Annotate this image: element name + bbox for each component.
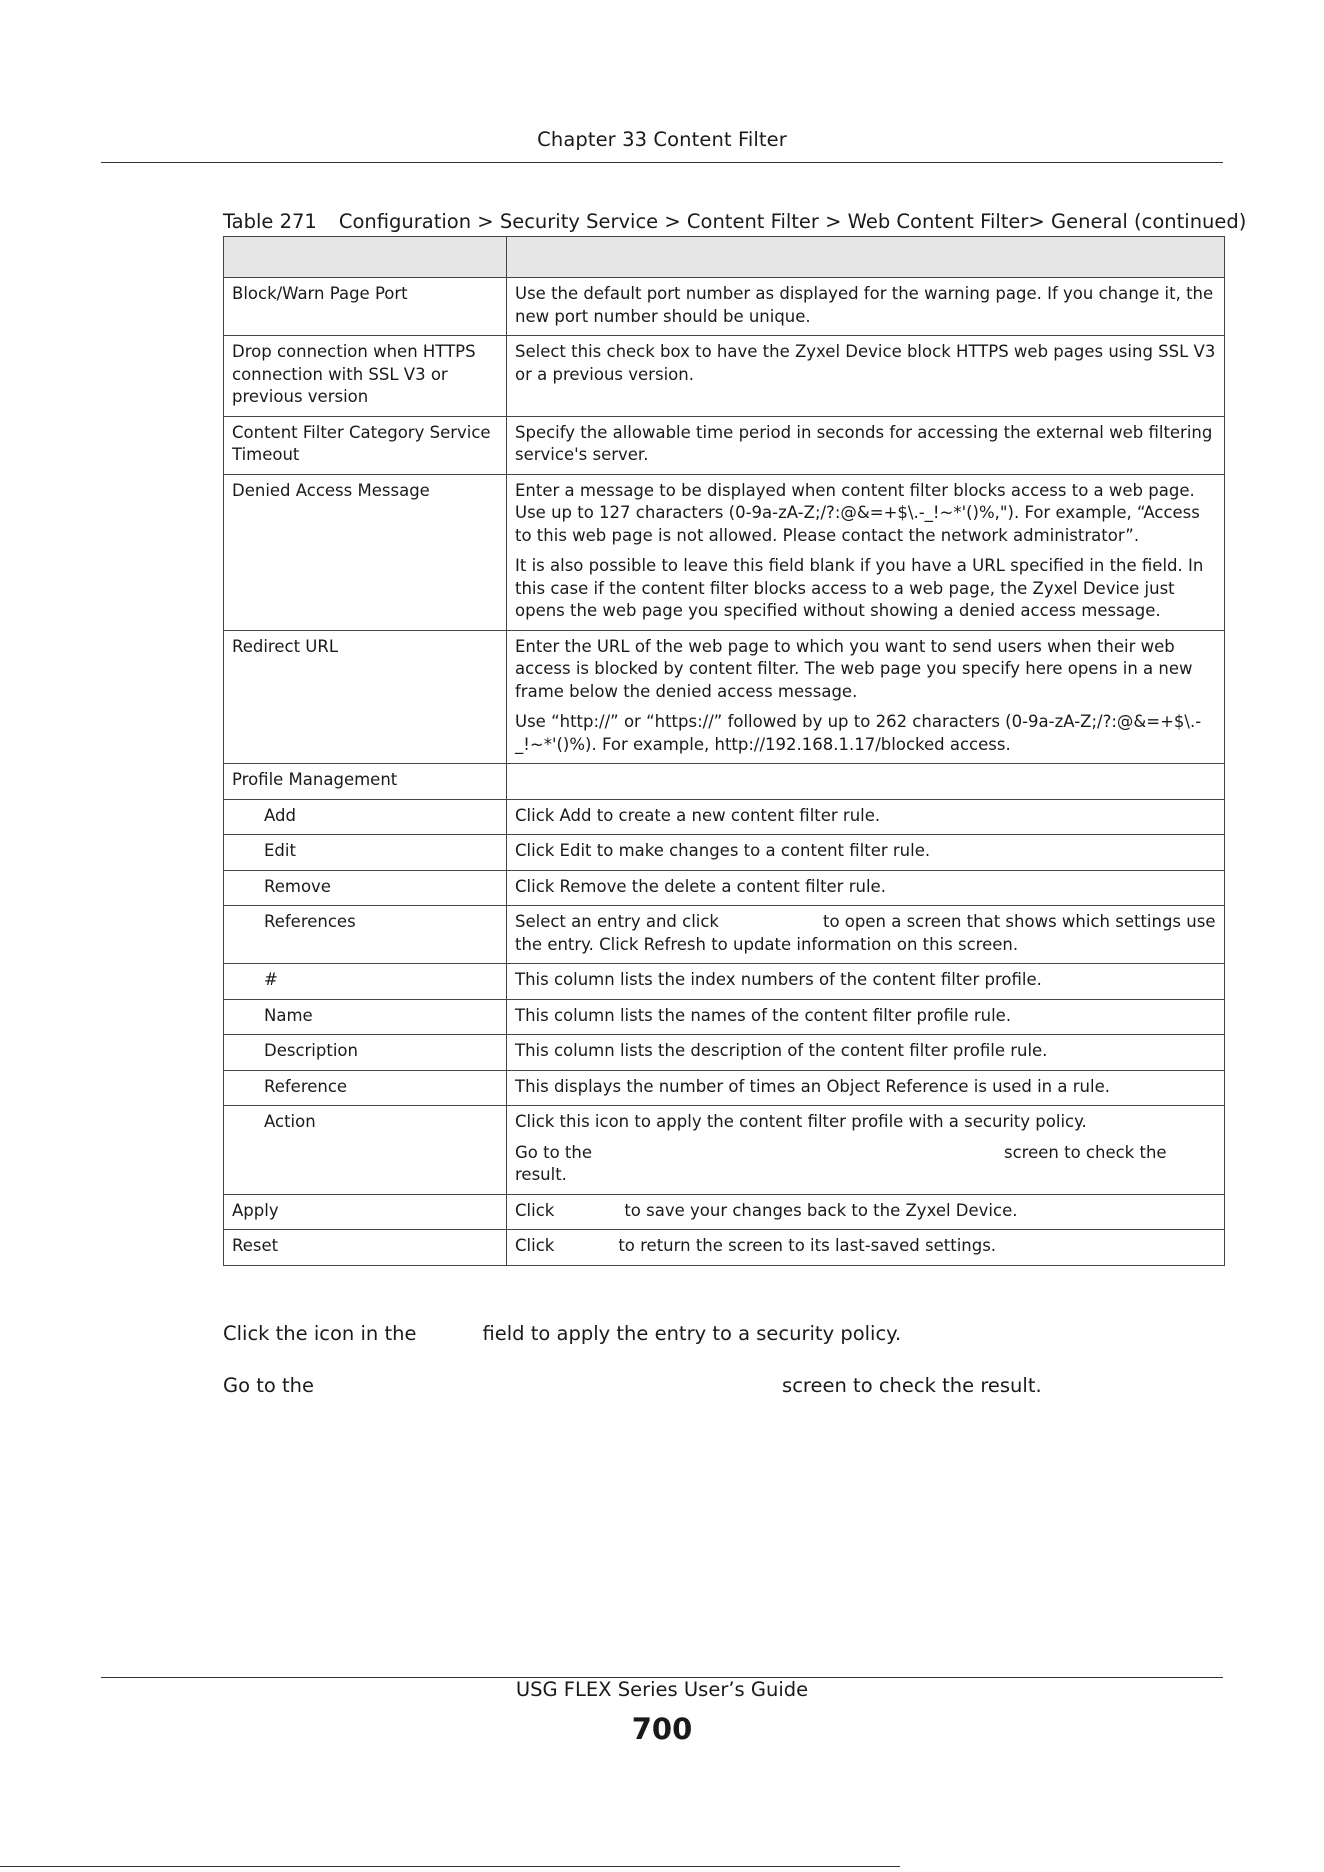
row-description-note: Use “http://” or “https://” followed by up to 262 characters (0-9a-zA-Z;/?:@&=+$\.-_!~*'()%). For example, http://192.168.1.17/blocked access. [515,712,1202,754]
table-row [224,870,1225,906]
table-row [224,630,1225,764]
table-header-row [224,237,1225,278]
body-paragraph [223,1374,1042,1397]
row-label: Name [224,999,507,1035]
row-label: Content Filter Category Service Timeout [224,416,507,474]
table-header-label [224,237,507,278]
row-description-text: Click [515,1236,555,1255]
table-caption-text: Configuration > Security Service > Content Filter > Web Content Filter> General (continued) [338,210,1247,233]
chapter-title: Chapter 33 Content Filter [537,128,787,151]
table-row [224,835,1225,871]
table-header-description [507,237,1225,278]
row-label: Add [224,799,507,835]
table-row [224,1230,1225,1266]
table-row [224,1194,1225,1230]
row-description [507,906,1225,964]
row-label: Remove [224,870,507,906]
row-description-text: screen to check the result. [515,1142,1167,1184]
row-description [507,1230,1225,1266]
row-description-text: to return the screen to its last-saved settings. [618,1236,997,1255]
table-row [224,799,1225,835]
body-text: Click the icon in the [223,1322,417,1345]
row-label: Reference [224,1070,507,1106]
row-description-text: Click [515,1200,555,1220]
row-description: This column lists the names of the content filter profile rule. [507,999,1225,1035]
row-label: Edit [224,835,507,871]
table-row [224,1070,1225,1106]
row-description: Use the default port number as displayed for the warning page. If you change it, the new port number should be unique. [507,278,1225,336]
row-label: Description [224,1035,507,1071]
row-label: Redirect URL [224,630,507,764]
row-description-text: Click this icon to apply the content filter profile with a security policy. [515,1112,1087,1131]
row-description-text: Select an entry and click [515,912,719,931]
row-label: Action [224,1106,507,1195]
body-text: Go to the [223,1374,315,1397]
row-label: # [224,964,507,1000]
row-description: Specify the allowable time period in seconds for accessing the external web filtering service's server. [507,416,1225,474]
row-description: This column lists the description of the content filter profile rule. [507,1035,1225,1071]
row-description-note [515,1142,1216,1187]
row-description [507,1106,1225,1195]
row-description-text: Go to the [515,1142,593,1162]
guide-title: USG FLEX Series User’s Guide [515,1678,809,1701]
body-paragraph [223,1322,901,1345]
row-description [507,1194,1225,1230]
row-description-text: Enter a message to be displayed when content filter blocks access to a web page. Use up to 127 characters (0-9a-zA-Z;/?:@&=+$\.-_!~*'()%,"). For example, “Access to this web page is not allowed. Please contact the network administrator”. [515,480,1200,545]
table-row [224,999,1225,1035]
row-description-text: Enter the URL of the web page to which you want to send users when their web access is blocked by content filter. The web page you specify here opens in a new frame below the denied access message. [515,636,1193,701]
bottom-edge-rule [0,1866,900,1867]
table-caption-number: Table 271 [223,210,317,233]
page-number: 700 [631,1712,693,1746]
row-label: Drop connection when HTTPS connection with SSL V3 or previous version [224,336,507,417]
row-label: Denied Access Message [224,474,507,630]
body-text: field to apply the entry to a security policy. [482,1322,902,1345]
table-row [224,964,1225,1000]
table-row [224,1035,1225,1071]
row-description: This column lists the index numbers of the content filter profile. [507,964,1225,1000]
table-row [224,336,1225,417]
table-row [224,906,1225,964]
row-description: Click Edit to make changes to a content filter rule. [507,835,1225,871]
row-description [507,764,1225,800]
row-description: Select this check box to have the Zyxel Device block HTTPS web pages using SSL V3 or a previous version. [507,336,1225,417]
table-caption [223,210,1246,233]
row-description-text: to open a screen that shows which settings use the entry. Click Refresh to update information on this screen. [515,912,1216,954]
row-description [507,474,1225,630]
row-label: Profile Management [224,764,507,800]
table-row [224,474,1225,630]
table-row [224,416,1225,474]
row-description-note: It is also possible to leave this field blank if you have a URL specified in the field. In this case if the content filter blocks access to a web page, the Zyxel Device just opens the web page you specified without showing a denied access message. [515,556,1204,620]
row-label: Block/Warn Page Port [224,278,507,336]
row-label: Reset [224,1230,507,1266]
body-text: screen to check the result. [782,1374,1042,1397]
settings-table [223,236,1225,1266]
row-description [507,630,1225,764]
row-label: References [224,906,507,964]
row-label: Apply [224,1194,507,1230]
row-description: Click Add to create a new content filter rule. [507,799,1225,835]
table-row [224,278,1225,336]
table-row [224,1106,1225,1195]
header-divider [101,162,1223,163]
table-row [224,764,1225,800]
row-description: Click Remove the delete a content filter rule. [507,870,1225,906]
row-description: This displays the number of times an Object Reference is used in a rule. [507,1070,1225,1106]
row-description-text: to save your changes back to the Zyxel Device. [624,1200,1018,1220]
